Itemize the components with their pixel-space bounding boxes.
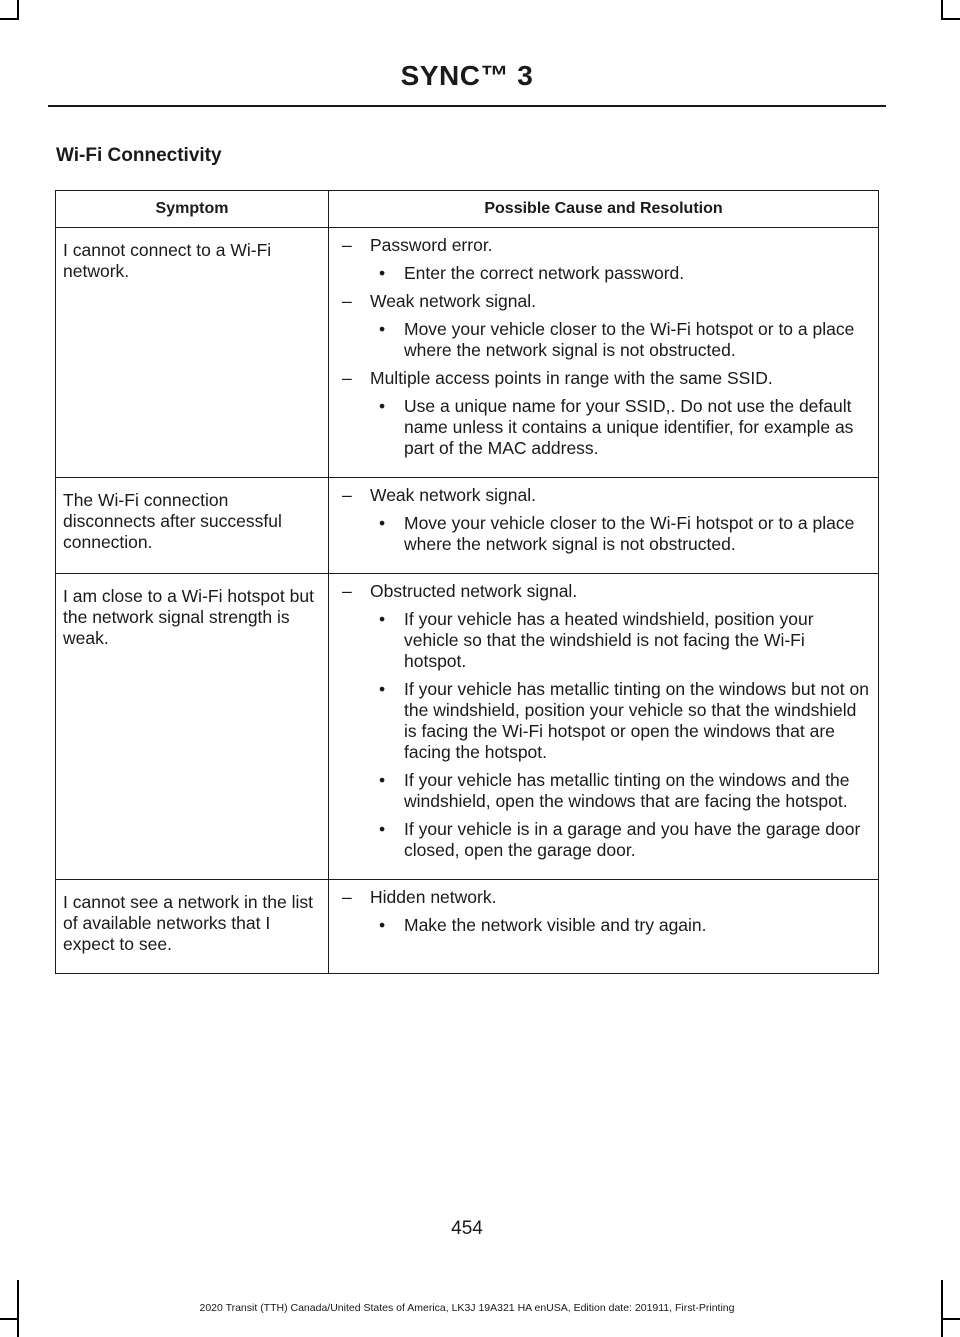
dash-marker: – xyxy=(342,485,352,505)
fix-text: Enter the correct network password. xyxy=(404,263,685,283)
fix-item xyxy=(342,819,871,861)
fix-text: Move your vehicle closer to the Wi-Fi hotspot or to a place where the network signal is not obstructed. xyxy=(404,513,855,554)
fix-item xyxy=(342,609,871,672)
cause-item xyxy=(342,291,871,312)
fix-item xyxy=(342,915,871,936)
fix-item xyxy=(342,770,871,812)
fix-text: If your vehicle has metallic tinting on the windows and the windshield, open the windows that are facing the hotspot. xyxy=(404,770,850,811)
symptom-cell: I cannot connect to a Wi-Fi network. xyxy=(56,228,329,478)
page-number: 454 xyxy=(451,1218,483,1239)
dash-marker: – xyxy=(342,887,352,907)
cause-text: Multiple access points in range with the same SSID. xyxy=(370,368,773,388)
troubleshooting-table xyxy=(55,190,879,974)
fix-text: Use a unique name for your SSID,. Do not use the default name unless it contains a unique identifier, for example as part of the MAC address. xyxy=(404,396,854,458)
table-row xyxy=(56,574,879,880)
symptom-cell: The Wi-Fi connection disconnects after successful connection. xyxy=(56,478,329,574)
resolution-cell xyxy=(329,880,879,974)
section-title: Wi-Fi Connectivity xyxy=(56,145,222,166)
cause-text: Obstructed network signal. xyxy=(370,581,578,601)
bullet-marker: • xyxy=(379,770,386,790)
symptom-cell: I cannot see a network in the list of available networks that I expect to see. xyxy=(56,880,329,974)
fix-text: If your vehicle has metallic tinting on the windows but not on the windshield, position your vehicle so that the windshield is facing the Wi-Fi hotspot or open the windows that are facing the hotspot. xyxy=(404,679,869,762)
resolution-cell xyxy=(329,228,879,478)
cause-text: Weak network signal. xyxy=(370,485,537,505)
crop-mark xyxy=(17,0,19,20)
fix-text: If your vehicle has a heated windshield, position your vehicle so that the windshield is not facing the Wi-Fi hotspot. xyxy=(404,609,814,671)
fix-item xyxy=(342,513,871,555)
dash-marker: – xyxy=(342,581,352,601)
cause-item xyxy=(342,581,871,602)
fix-item xyxy=(342,263,871,284)
resolution-cell xyxy=(329,574,879,880)
table-row xyxy=(56,228,879,478)
crop-mark xyxy=(0,18,18,20)
cause-item xyxy=(342,235,871,256)
crop-mark xyxy=(942,1318,960,1320)
table-row xyxy=(56,478,879,574)
cause-text: Hidden network. xyxy=(370,887,497,907)
fix-item xyxy=(342,319,871,361)
bullet-marker: • xyxy=(379,679,386,699)
table-row xyxy=(56,880,879,974)
bullet-marker: • xyxy=(379,513,386,533)
page-footer: 2020 Transit (TTH) Canada/United States of America, LK3J 19A321 HA enUSA, Edition date: 201911, First-Printing xyxy=(199,1302,735,1314)
bullet-marker: • xyxy=(379,263,386,283)
fix-text: Make the network visible and try again. xyxy=(404,915,707,935)
fix-item xyxy=(342,396,871,459)
cause-text: Password error. xyxy=(370,235,493,255)
fix-text: If your vehicle is in a garage and you have the garage door closed, open the garage door. xyxy=(404,819,861,860)
column-header-symptom: Symptom xyxy=(56,191,329,228)
crop-mark xyxy=(0,1318,18,1320)
table-header-row xyxy=(56,191,879,228)
bullet-marker: • xyxy=(379,915,386,935)
symptom-cell: I am close to a Wi-Fi hotspot but the network signal strength is weak. xyxy=(56,574,329,880)
bullet-marker: • xyxy=(379,609,386,629)
cause-item xyxy=(342,887,871,908)
cause-item xyxy=(342,485,871,506)
column-header-resolution: Possible Cause and Resolution xyxy=(329,191,879,228)
bullet-marker: • xyxy=(379,319,386,339)
cause-item xyxy=(342,368,871,389)
fix-item xyxy=(342,679,871,763)
resolution-cell xyxy=(329,478,879,574)
dash-marker: – xyxy=(342,235,352,255)
dash-marker: – xyxy=(342,368,352,388)
bullet-marker: • xyxy=(379,819,386,839)
bullet-marker: • xyxy=(379,396,386,416)
fix-text: Move your vehicle closer to the Wi-Fi hotspot or to a place where the network signal is not obstructed. xyxy=(404,319,855,360)
dash-marker: – xyxy=(342,291,352,311)
page-header-title: SYNC™ 3 xyxy=(400,60,534,91)
crop-mark xyxy=(941,0,943,20)
crop-mark xyxy=(941,1280,943,1337)
cause-text: Weak network signal. xyxy=(370,291,537,311)
crop-mark xyxy=(942,18,960,20)
header-divider xyxy=(48,105,886,107)
